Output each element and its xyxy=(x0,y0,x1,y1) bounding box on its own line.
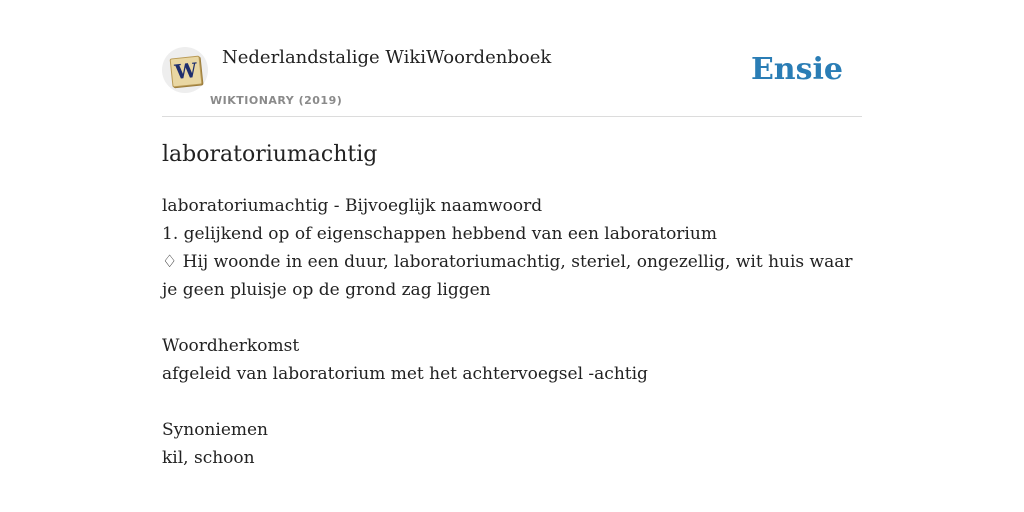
source-subtitle: WIKTIONARY (2019) xyxy=(210,94,343,107)
source-title[interactable]: Nederlandstalige WikiWoordenboek xyxy=(222,47,552,68)
part-of-speech-line: laboratoriumachtig - Bijvoeglijk naamwoord xyxy=(162,196,543,216)
example-sentence: ♢ Hij woonde in een duur, laboratoriumachtig, steriel, ongezellig, wit huis waar je geen pluisje op de grond zag liggen xyxy=(162,252,853,300)
entry-body xyxy=(162,192,862,472)
logo-letter: W xyxy=(173,57,199,85)
etymology-heading: Woordherkomst xyxy=(162,336,300,356)
spacer xyxy=(162,304,862,332)
wiktionary-logo-icon xyxy=(162,47,208,93)
synonyms-heading: Synoniemen xyxy=(162,420,269,440)
spacer xyxy=(162,388,862,416)
ensie-logo-link[interactable]: Ensie xyxy=(750,52,843,87)
logo-tile xyxy=(170,56,203,88)
etymology-text: afgeleid van laboratorium met het achtervoegsel -achtig xyxy=(162,364,648,384)
term-title: laboratoriumachtig xyxy=(162,142,378,167)
page xyxy=(162,0,862,512)
definition-line: 1. gelijkend op of eigenschappen hebbend van een laboratorium xyxy=(162,224,717,244)
source-header xyxy=(162,0,862,117)
synonyms-text: kil, schoon xyxy=(162,448,255,468)
